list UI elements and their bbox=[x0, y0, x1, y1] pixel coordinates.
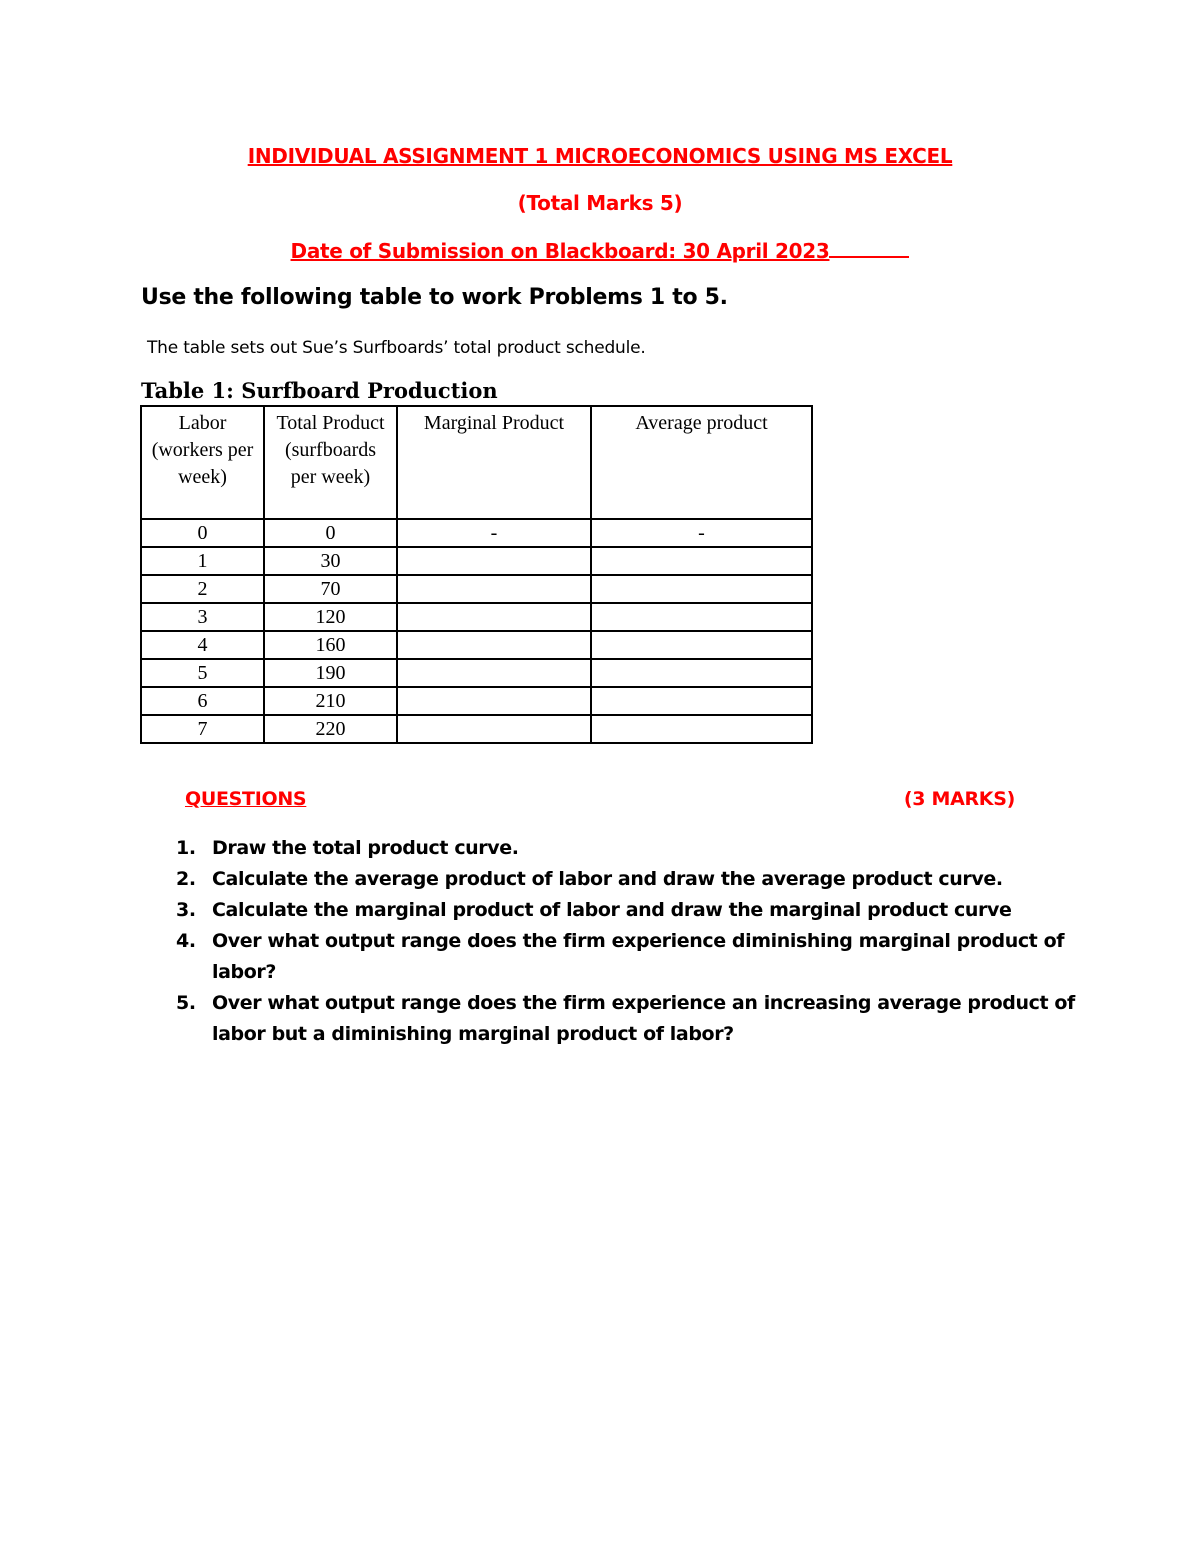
cell-marginal-product: - bbox=[397, 519, 591, 547]
question-text: Calculate the average product of labor and draw the average product curve. bbox=[212, 868, 1003, 890]
cell-labor: 0 bbox=[141, 519, 264, 547]
submission-date-text: Date of Submission on Blackboard: 30 April 2023 bbox=[290, 239, 830, 263]
cell-labor: 3 bbox=[141, 603, 264, 631]
question-item bbox=[176, 926, 1076, 988]
cell-average-product: - bbox=[591, 519, 812, 547]
cell-total-product: 70 bbox=[264, 575, 397, 603]
cell-marginal-product bbox=[397, 547, 591, 575]
production-table bbox=[140, 405, 813, 744]
cell-average-product bbox=[591, 687, 812, 715]
cell-marginal-product bbox=[397, 603, 591, 631]
question-number: 5. bbox=[176, 992, 196, 1014]
cell-average-product bbox=[591, 659, 812, 687]
question-item bbox=[176, 895, 1076, 926]
cell-marginal-product bbox=[397, 715, 591, 743]
underline-blank bbox=[829, 238, 909, 258]
question-number: 4. bbox=[176, 930, 196, 952]
cell-total-product: 160 bbox=[264, 631, 397, 659]
cell-total-product: 0 bbox=[264, 519, 397, 547]
cell-marginal-product bbox=[397, 659, 591, 687]
question-text: Over what output range does the firm experience an increasing average product of labor but a diminishing marginal product of labor? bbox=[212, 992, 1075, 1045]
assignment-title: INDIVIDUAL ASSIGNMENT 1 MICROECONOMICS USING MS EXCEL bbox=[247, 144, 953, 168]
header-labor: Labor (workers per week) bbox=[141, 406, 264, 519]
cell-average-product bbox=[591, 715, 812, 743]
header-total-product: Total Product (surfboards per week) bbox=[264, 406, 397, 519]
cell-labor: 6 bbox=[141, 687, 264, 715]
cell-labor: 5 bbox=[141, 659, 264, 687]
header-marginal-product: Marginal Product bbox=[397, 406, 591, 519]
cell-marginal-product bbox=[397, 687, 591, 715]
table-row bbox=[141, 603, 812, 631]
question-item bbox=[176, 864, 1076, 895]
table-row bbox=[141, 547, 812, 575]
table-header-row bbox=[141, 406, 812, 519]
header-average-product: Average product bbox=[591, 406, 812, 519]
cell-marginal-product bbox=[397, 575, 591, 603]
cell-labor: 1 bbox=[141, 547, 264, 575]
problem-instruction: Use the following table to work Problems 1 to 5. bbox=[141, 285, 728, 310]
cell-average-product bbox=[591, 575, 812, 603]
table-intro: The table sets out Sue’s Surfboards’ total product schedule. bbox=[147, 338, 646, 358]
cell-total-product: 220 bbox=[264, 715, 397, 743]
question-item bbox=[176, 833, 1076, 864]
cell-average-product bbox=[591, 547, 812, 575]
cell-total-product: 30 bbox=[264, 547, 397, 575]
total-marks: (Total Marks 5) bbox=[517, 191, 683, 215]
cell-total-product: 120 bbox=[264, 603, 397, 631]
table-caption: Table 1: Surfboard Production bbox=[141, 378, 498, 403]
table-row bbox=[141, 519, 812, 547]
question-text: Calculate the marginal product of labor and draw the marginal product curve bbox=[212, 899, 1012, 921]
question-number: 1. bbox=[176, 837, 196, 859]
question-text: Draw the total product curve. bbox=[212, 837, 519, 859]
table-row bbox=[141, 575, 812, 603]
cell-total-product: 190 bbox=[264, 659, 397, 687]
question-item bbox=[176, 988, 1076, 1050]
cell-labor: 7 bbox=[141, 715, 264, 743]
cell-labor: 2 bbox=[141, 575, 264, 603]
question-text: Over what output range does the firm experience diminishing marginal product of labor? bbox=[212, 930, 1065, 983]
table-row bbox=[141, 659, 812, 687]
cell-labor: 4 bbox=[141, 631, 264, 659]
table-row bbox=[141, 715, 812, 743]
table-row bbox=[141, 687, 812, 715]
cell-marginal-product bbox=[397, 631, 591, 659]
question-list bbox=[176, 833, 1076, 1050]
table-row bbox=[141, 631, 812, 659]
question-number: 2. bbox=[176, 868, 196, 890]
cell-total-product: 210 bbox=[264, 687, 397, 715]
cell-average-product bbox=[591, 603, 812, 631]
submission-date bbox=[0, 238, 1200, 263]
question-number: 3. bbox=[176, 899, 196, 921]
questions-marks: (3 MARKS) bbox=[903, 788, 1015, 810]
questions-heading: QUESTIONS bbox=[185, 788, 307, 810]
cell-average-product bbox=[591, 631, 812, 659]
